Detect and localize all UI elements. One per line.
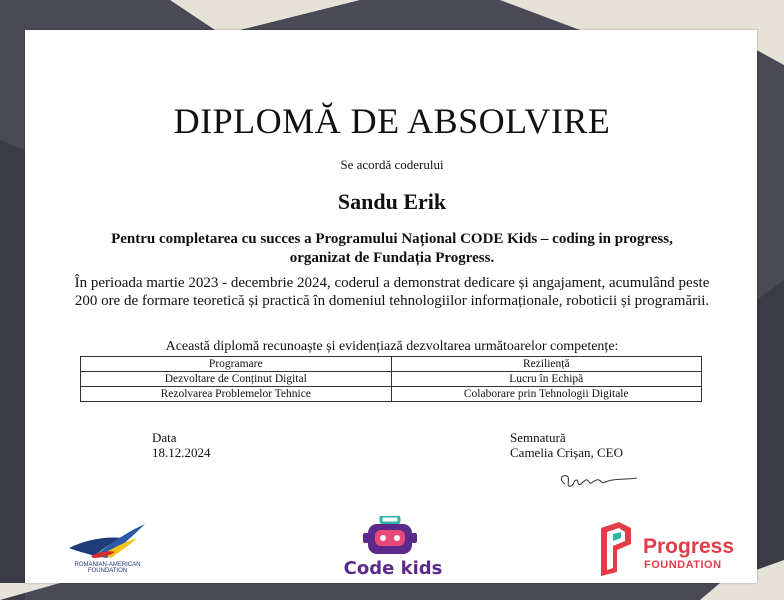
handwritten-signature [555,470,645,492]
skill-cell: Dezvoltare de Conținut Digital [81,372,392,387]
skill-cell: Reziliență [391,357,702,372]
skill-cell: Colaborare prin Tehnologii Digitale [391,387,702,402]
romanian-american-foundation-name: ROMANIAN-AMERICAN FOUNDATION [74,562,141,574]
table-row [81,387,702,402]
table-row [81,357,702,372]
progress-foundation-sub: FOUNDATION [644,559,722,571]
date-value: 18.12.2024 [152,445,211,460]
signature-label: Semnatură [510,430,566,445]
skills-intro: Această diplomă recunoaște și evidențiază dezvoltarea următoarelor competențe: [165,339,619,354]
table-row [81,372,702,387]
signer-name: Camelia Crișan, CEO [510,445,624,460]
date-block [152,430,211,460]
diploma-title: DIPLOMĂ DE ABSOLVIRE [173,101,611,141]
recipient-name: Sandu Erik [337,189,447,214]
signature-block [510,430,623,460]
code-kids-robot-icon [363,516,423,558]
skills-table [80,356,702,402]
skill-cell: Lucru în Echipă [391,372,702,387]
program-statement: Pentru completarea cu succes a Programului Național CODE Kids – coding in progress, organizat de Fundația Progress. [111,231,673,266]
code-kids-name: Code kids [343,558,443,579]
progress-foundation-name: Progress [643,535,735,558]
diploma-subtitle: Se acordă coderului [340,157,444,172]
period-statement: În perioada martie 2023 - decembrie 2024, coderul a demonstrat dedicare și angajament, acumulând peste 200 ore de formare teoretică și practică în domeniul tehnologiilor informaționale, roboticii și programării. [74,275,710,309]
skill-cell: Programare [81,357,392,372]
progress-foundation-icon [597,522,637,576]
date-label: Data [152,430,177,445]
skill-cell: Rezolvarea Problemelor Tehnice [81,387,392,402]
